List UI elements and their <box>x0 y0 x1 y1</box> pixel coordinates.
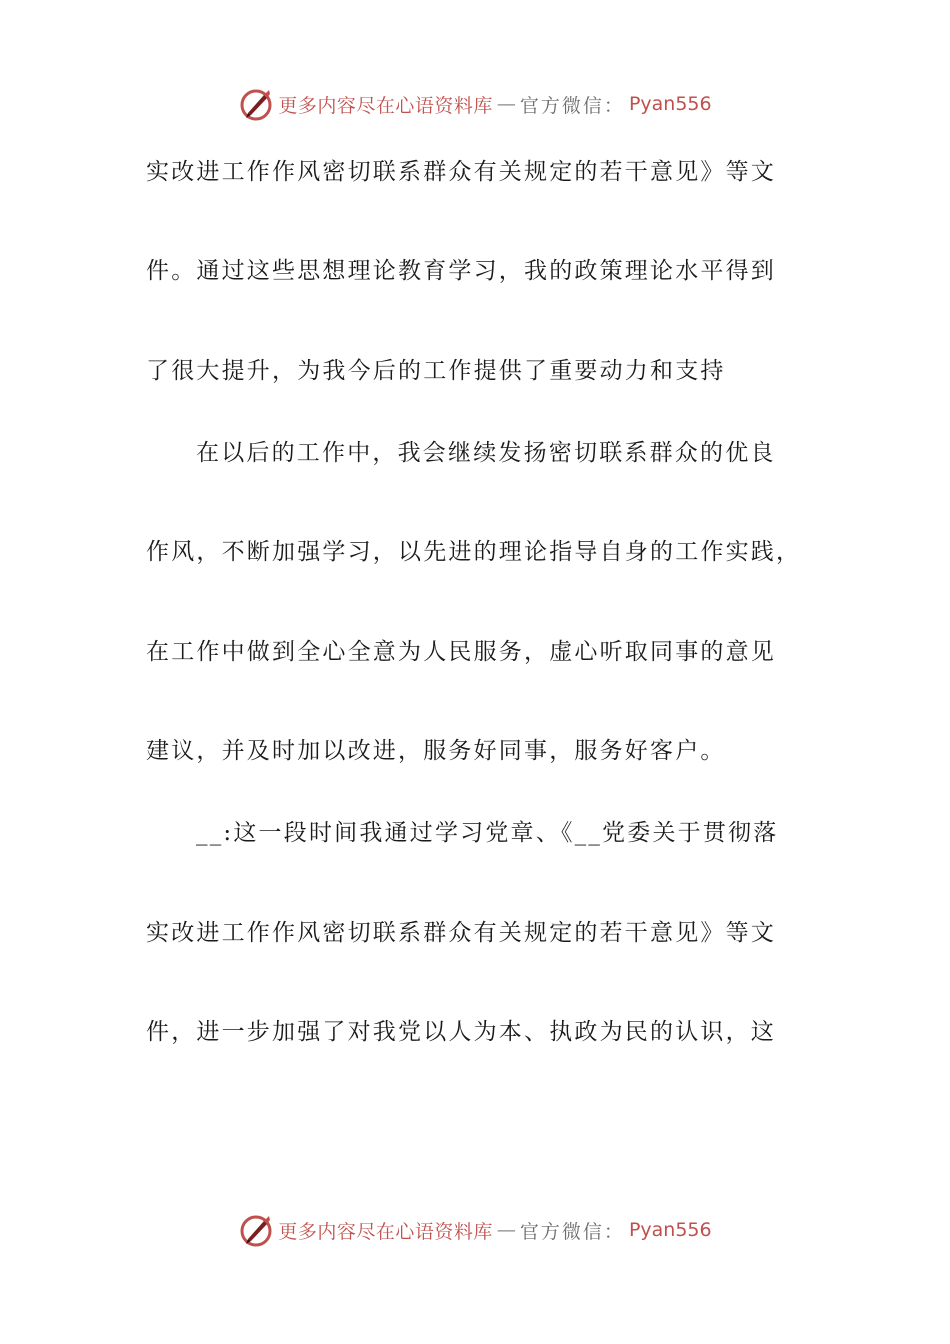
banner-separator: — <box>496 1219 516 1241</box>
header-banner <box>0 84 950 124</box>
header-banner-content <box>238 86 711 122</box>
banner-wechat-id: Pyan556 <box>628 1219 712 1241</box>
banner-site-text: 更多内容尽在心语资料库 <box>278 1220 493 1243</box>
text-line-4: 在以后的工作中，我会继续发扬密切联系群众的优良 <box>196 440 776 466</box>
banner-wechat-id: Pyan556 <box>628 93 712 115</box>
banner-site-text: 更多内容尽在心语资料库 <box>278 94 493 117</box>
quill-pen-logo-icon <box>238 1212 274 1248</box>
text-line-3: 了很大提升，为我今后的工作提供了重要动力和支持 <box>146 358 726 384</box>
text-line-6: 在工作中做到全心全意为人民服务，虚心听取同事的意见 <box>146 639 776 665</box>
banner-wechat-label: 官方微信： <box>519 94 625 117</box>
text-line-8: __:这一段时间我通过学习党章、《__党委关于贯彻落 <box>196 820 779 846</box>
text-line-9: 实改进工作作风密切联系群众有关规定的若干意见》等文 <box>146 920 776 946</box>
text-line-10: 件，进一步加强了对我党以人为本、执政为民的认识，这 <box>146 1019 776 1045</box>
footer-banner <box>0 1210 950 1250</box>
banner-wechat-label: 官方微信： <box>519 1220 625 1243</box>
text-line-7: 建议，并及时加以改进，服务好同事，服务好客户。 <box>146 738 726 764</box>
text-line-5: 作风，不断加强学习，以先进的理论指导自身的工作实践， <box>146 539 802 565</box>
text-line-1: 实改进工作作风密切联系群众有关规定的若干意见》等文 <box>146 159 776 185</box>
text-line-2: 件。通过这些思想理论教育学习，我的政策理论水平得到 <box>146 258 776 284</box>
quill-pen-logo-icon <box>238 86 274 122</box>
footer-banner-content <box>238 1212 711 1248</box>
banner-separator: — <box>496 93 516 115</box>
